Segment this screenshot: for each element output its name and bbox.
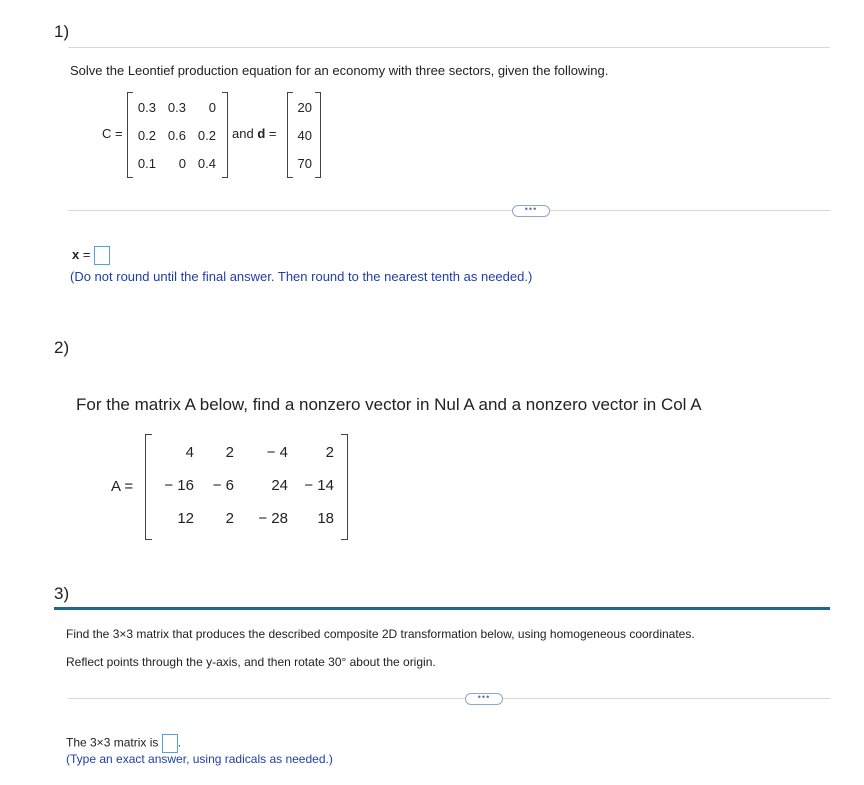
expand-more-button[interactable]: •••	[465, 693, 503, 705]
divider	[68, 47, 830, 48]
question-3-hint: (Type an exact answer, using radicals as needed.)	[66, 752, 333, 766]
divider	[68, 698, 830, 699]
x-answer-input[interactable]	[94, 246, 110, 265]
section-divider	[54, 607, 830, 610]
a-cell: 2	[225, 510, 234, 527]
a-cell: − 6	[212, 477, 234, 494]
c-label: C =	[102, 126, 123, 141]
a-cell: − 28	[258, 510, 288, 527]
c-cell: 0.2	[137, 128, 156, 143]
question-1-hint: (Do not round until the final answer. Then round to the nearest tenth as needed.)	[70, 269, 533, 284]
c-cell: 0.2	[197, 128, 216, 143]
c-cell: 0.3	[167, 100, 186, 115]
divider	[68, 210, 830, 211]
x-variable: x	[72, 246, 80, 262]
a-cell: − 14	[304, 477, 334, 494]
c-right-bracket	[222, 92, 228, 178]
question-1-number: 1)	[54, 22, 70, 41]
c-cell: 0	[178, 156, 186, 171]
a-cell: 4	[185, 444, 194, 461]
c-cell: 0.1	[137, 156, 156, 171]
a-cell: 2	[325, 444, 334, 461]
question-1-prompt: Solve the Leontief production equation for an economy with three sectors, given the following.	[70, 63, 609, 78]
d-cell: 70	[297, 156, 312, 171]
a-cell: − 4	[266, 444, 288, 461]
c-cell: 0.6	[167, 128, 186, 143]
c-cell: 0	[208, 100, 216, 115]
question-2-prompt: For the matrix A below, find a nonzero vector in Nul A and a nonzero vector in Col A	[76, 395, 702, 414]
question-2-number: 2)	[54, 338, 70, 357]
question-3-instruction: Reflect points through the y-axis, and then rotate 30° about the origin.	[66, 655, 436, 669]
a-cell: 18	[317, 510, 334, 527]
c-matrix	[130, 100, 222, 170]
a-matrix	[150, 444, 340, 534]
matrix-answer-input[interactable]	[162, 734, 178, 753]
c-cell: 0.4	[197, 156, 216, 171]
question-3-number: 3)	[54, 584, 70, 603]
a-cell: 2	[225, 444, 234, 461]
expand-more-button[interactable]: •••	[512, 205, 550, 217]
a-cell: 24	[271, 477, 288, 494]
d-cell: 40	[297, 128, 312, 143]
a-right-bracket	[341, 434, 348, 540]
a-cell: 12	[177, 510, 194, 527]
d-variable: d	[257, 126, 266, 141]
a-label: A =	[111, 478, 134, 495]
x-answer-row: x =	[72, 246, 110, 265]
c-cell: 0.3	[137, 100, 156, 115]
and-d-label: and d =	[232, 126, 277, 141]
a-cell: − 16	[164, 477, 194, 494]
matrix-answer-row: The 3×3 matrix is .	[66, 734, 181, 753]
question-3-prompt: Find the 3×3 matrix that produces the described composite 2D transformation below, using homogeneous coordinates.	[66, 627, 695, 641]
d-vector	[292, 100, 316, 170]
d-cell: 20	[297, 100, 312, 115]
